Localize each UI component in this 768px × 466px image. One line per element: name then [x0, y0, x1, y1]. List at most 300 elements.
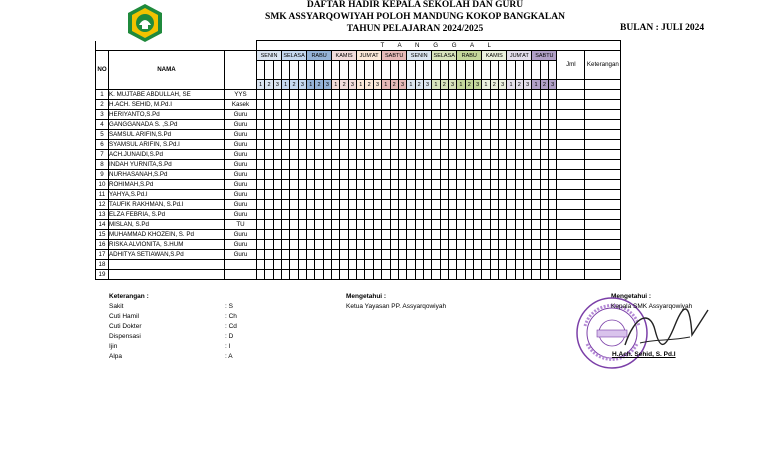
attendance-cell[interactable]: [323, 130, 331, 140]
attendance-cell[interactable]: [290, 270, 298, 280]
attendance-cell[interactable]: [290, 250, 298, 260]
attendance-cell[interactable]: [290, 130, 298, 140]
attendance-cell[interactable]: [407, 230, 415, 240]
attendance-cell[interactable]: [448, 140, 456, 150]
attendance-cell[interactable]: [257, 160, 265, 170]
attendance-cell[interactable]: [373, 260, 381, 270]
attendance-cell[interactable]: [373, 120, 381, 130]
attendance-cell[interactable]: [432, 110, 440, 120]
attendance-cell[interactable]: [549, 130, 557, 140]
attendance-cell[interactable]: [448, 260, 456, 270]
attendance-cell[interactable]: [298, 180, 306, 190]
attendance-cell[interactable]: [585, 90, 621, 100]
attendance-cell[interactable]: [440, 260, 448, 270]
attendance-cell[interactable]: [557, 230, 585, 240]
attendance-cell[interactable]: [490, 110, 498, 120]
attendance-cell[interactable]: [273, 90, 281, 100]
attendance-cell[interactable]: [348, 230, 356, 240]
attendance-cell[interactable]: [585, 260, 621, 270]
attendance-cell[interactable]: [273, 180, 281, 190]
attendance-cell[interactable]: [532, 110, 540, 120]
attendance-cell[interactable]: [340, 120, 348, 130]
attendance-cell[interactable]: [482, 210, 490, 220]
attendance-cell[interactable]: [540, 90, 548, 100]
attendance-cell[interactable]: [307, 130, 315, 140]
attendance-cell[interactable]: [407, 250, 415, 260]
attendance-cell[interactable]: [382, 150, 390, 160]
attendance-cell[interactable]: [423, 270, 431, 280]
attendance-cell[interactable]: [585, 200, 621, 210]
attendance-cell[interactable]: [323, 150, 331, 160]
attendance-cell[interactable]: [440, 220, 448, 230]
attendance-cell[interactable]: [415, 130, 423, 140]
attendance-cell[interactable]: [524, 200, 532, 210]
attendance-cell[interactable]: [298, 210, 306, 220]
attendance-cell[interactable]: [473, 220, 481, 230]
attendance-cell[interactable]: [373, 140, 381, 150]
attendance-cell[interactable]: [265, 210, 273, 220]
attendance-cell[interactable]: [340, 260, 348, 270]
attendance-cell[interactable]: [524, 230, 532, 240]
attendance-cell[interactable]: [323, 230, 331, 240]
attendance-cell[interactable]: [373, 150, 381, 160]
attendance-cell[interactable]: [415, 90, 423, 100]
attendance-cell[interactable]: [373, 100, 381, 110]
attendance-cell[interactable]: [549, 100, 557, 110]
attendance-cell[interactable]: [382, 180, 390, 190]
attendance-cell[interactable]: [498, 210, 506, 220]
attendance-cell[interactable]: [415, 110, 423, 120]
attendance-cell[interactable]: [515, 150, 523, 160]
attendance-cell[interactable]: [398, 230, 406, 240]
attendance-cell[interactable]: [448, 180, 456, 190]
attendance-cell[interactable]: [432, 90, 440, 100]
attendance-cell[interactable]: [540, 150, 548, 160]
attendance-cell[interactable]: [382, 270, 390, 280]
attendance-cell[interactable]: [332, 190, 340, 200]
attendance-cell[interactable]: [340, 130, 348, 140]
attendance-cell[interactable]: [490, 190, 498, 200]
attendance-cell[interactable]: [532, 120, 540, 130]
attendance-cell[interactable]: [440, 160, 448, 170]
attendance-cell[interactable]: [524, 240, 532, 250]
attendance-cell[interactable]: [423, 90, 431, 100]
attendance-cell[interactable]: [390, 260, 398, 270]
attendance-cell[interactable]: [585, 210, 621, 220]
attendance-cell[interactable]: [473, 130, 481, 140]
attendance-cell[interactable]: [373, 200, 381, 210]
attendance-cell[interactable]: [332, 250, 340, 260]
attendance-cell[interactable]: [323, 260, 331, 270]
attendance-cell[interactable]: [490, 150, 498, 160]
attendance-cell[interactable]: [365, 160, 373, 170]
attendance-cell[interactable]: [448, 110, 456, 120]
attendance-cell[interactable]: [549, 180, 557, 190]
attendance-cell[interactable]: [524, 220, 532, 230]
attendance-cell[interactable]: [498, 100, 506, 110]
attendance-cell[interactable]: [348, 250, 356, 260]
attendance-cell[interactable]: [432, 170, 440, 180]
attendance-cell[interactable]: [585, 120, 621, 130]
attendance-cell[interactable]: [290, 100, 298, 110]
attendance-cell[interactable]: [557, 260, 585, 270]
attendance-cell[interactable]: [398, 240, 406, 250]
attendance-cell[interactable]: [440, 130, 448, 140]
attendance-cell[interactable]: [382, 100, 390, 110]
attendance-cell[interactable]: [549, 170, 557, 180]
attendance-cell[interactable]: [457, 200, 465, 210]
attendance-cell[interactable]: [273, 120, 281, 130]
attendance-cell[interactable]: [382, 140, 390, 150]
attendance-cell[interactable]: [273, 110, 281, 120]
attendance-cell[interactable]: [423, 210, 431, 220]
attendance-cell[interactable]: [457, 150, 465, 160]
attendance-cell[interactable]: [465, 130, 473, 140]
attendance-cell[interactable]: [549, 140, 557, 150]
attendance-cell[interactable]: [265, 140, 273, 150]
attendance-cell[interactable]: [357, 270, 365, 280]
attendance-cell[interactable]: [407, 220, 415, 230]
attendance-cell[interactable]: [365, 270, 373, 280]
attendance-cell[interactable]: [473, 170, 481, 180]
attendance-cell[interactable]: [398, 150, 406, 160]
attendance-cell[interactable]: [440, 140, 448, 150]
attendance-cell[interactable]: [340, 90, 348, 100]
attendance-cell[interactable]: [290, 110, 298, 120]
attendance-cell[interactable]: [440, 270, 448, 280]
attendance-cell[interactable]: [423, 240, 431, 250]
attendance-cell[interactable]: [407, 210, 415, 220]
attendance-cell[interactable]: [473, 120, 481, 130]
attendance-cell[interactable]: [315, 90, 323, 100]
attendance-cell[interactable]: [482, 230, 490, 240]
attendance-cell[interactable]: [315, 150, 323, 160]
attendance-cell[interactable]: [490, 260, 498, 270]
attendance-cell[interactable]: [365, 200, 373, 210]
attendance-cell[interactable]: [315, 240, 323, 250]
attendance-cell[interactable]: [282, 260, 290, 270]
attendance-cell[interactable]: [298, 190, 306, 200]
attendance-cell[interactable]: [357, 140, 365, 150]
attendance-cell[interactable]: [465, 250, 473, 260]
attendance-cell[interactable]: [257, 170, 265, 180]
attendance-cell[interactable]: [524, 120, 532, 130]
attendance-cell[interactable]: [490, 270, 498, 280]
attendance-cell[interactable]: [415, 120, 423, 130]
attendance-cell[interactable]: [307, 250, 315, 260]
attendance-cell[interactable]: [323, 220, 331, 230]
attendance-cell[interactable]: [398, 130, 406, 140]
attendance-cell[interactable]: [448, 210, 456, 220]
attendance-cell[interactable]: [307, 220, 315, 230]
attendance-cell[interactable]: [407, 270, 415, 280]
attendance-cell[interactable]: [323, 240, 331, 250]
attendance-cell[interactable]: [473, 160, 481, 170]
attendance-cell[interactable]: [265, 180, 273, 190]
attendance-cell[interactable]: [365, 140, 373, 150]
attendance-cell[interactable]: [290, 260, 298, 270]
attendance-cell[interactable]: [282, 210, 290, 220]
attendance-cell[interactable]: [557, 150, 585, 160]
attendance-cell[interactable]: [307, 210, 315, 220]
attendance-cell[interactable]: [290, 180, 298, 190]
attendance-cell[interactable]: [585, 170, 621, 180]
attendance-cell[interactable]: [457, 250, 465, 260]
attendance-cell[interactable]: [323, 270, 331, 280]
attendance-cell[interactable]: [515, 110, 523, 120]
attendance-cell[interactable]: [265, 100, 273, 110]
attendance-cell[interactable]: [557, 120, 585, 130]
attendance-cell[interactable]: [340, 230, 348, 240]
attendance-cell[interactable]: [473, 250, 481, 260]
attendance-cell[interactable]: [557, 130, 585, 140]
attendance-cell[interactable]: [490, 200, 498, 210]
attendance-cell[interactable]: [423, 150, 431, 160]
attendance-cell[interactable]: [585, 240, 621, 250]
attendance-cell[interactable]: [490, 220, 498, 230]
attendance-cell[interactable]: [524, 90, 532, 100]
attendance-cell[interactable]: [357, 110, 365, 120]
attendance-cell[interactable]: [398, 220, 406, 230]
attendance-cell[interactable]: [273, 260, 281, 270]
attendance-cell[interactable]: [282, 250, 290, 260]
attendance-cell[interactable]: [373, 240, 381, 250]
attendance-cell[interactable]: [382, 210, 390, 220]
attendance-cell[interactable]: [365, 230, 373, 240]
attendance-cell[interactable]: [265, 130, 273, 140]
attendance-cell[interactable]: [585, 100, 621, 110]
attendance-cell[interactable]: [398, 120, 406, 130]
attendance-cell[interactable]: [507, 210, 515, 220]
attendance-cell[interactable]: [515, 270, 523, 280]
attendance-cell[interactable]: [390, 200, 398, 210]
attendance-cell[interactable]: [515, 220, 523, 230]
attendance-cell[interactable]: [290, 150, 298, 160]
attendance-cell[interactable]: [323, 90, 331, 100]
attendance-cell[interactable]: [549, 240, 557, 250]
attendance-cell[interactable]: [382, 240, 390, 250]
attendance-cell[interactable]: [348, 110, 356, 120]
attendance-cell[interactable]: [423, 100, 431, 110]
attendance-cell[interactable]: [432, 150, 440, 160]
attendance-cell[interactable]: [298, 130, 306, 140]
attendance-cell[interactable]: [457, 160, 465, 170]
attendance-cell[interactable]: [540, 270, 548, 280]
attendance-cell[interactable]: [473, 100, 481, 110]
attendance-cell[interactable]: [398, 100, 406, 110]
attendance-cell[interactable]: [549, 270, 557, 280]
attendance-cell[interactable]: [457, 130, 465, 140]
attendance-cell[interactable]: [323, 190, 331, 200]
attendance-cell[interactable]: [373, 110, 381, 120]
attendance-cell[interactable]: [457, 100, 465, 110]
attendance-cell[interactable]: [373, 220, 381, 230]
attendance-cell[interactable]: [282, 270, 290, 280]
attendance-cell[interactable]: [332, 210, 340, 220]
attendance-cell[interactable]: [524, 150, 532, 160]
attendance-cell[interactable]: [407, 260, 415, 270]
attendance-cell[interactable]: [465, 240, 473, 250]
attendance-cell[interactable]: [307, 240, 315, 250]
attendance-cell[interactable]: [373, 130, 381, 140]
attendance-cell[interactable]: [257, 90, 265, 100]
attendance-cell[interactable]: [540, 180, 548, 190]
attendance-cell[interactable]: [348, 240, 356, 250]
attendance-cell[interactable]: [340, 150, 348, 160]
attendance-cell[interactable]: [507, 230, 515, 240]
attendance-cell[interactable]: [282, 120, 290, 130]
attendance-cell[interactable]: [532, 200, 540, 210]
attendance-cell[interactable]: [373, 190, 381, 200]
attendance-cell[interactable]: [415, 260, 423, 270]
attendance-cell[interactable]: [432, 190, 440, 200]
attendance-cell[interactable]: [407, 100, 415, 110]
attendance-cell[interactable]: [315, 110, 323, 120]
attendance-cell[interactable]: [515, 230, 523, 240]
attendance-cell[interactable]: [473, 210, 481, 220]
attendance-cell[interactable]: [448, 160, 456, 170]
attendance-cell[interactable]: [315, 140, 323, 150]
attendance-cell[interactable]: [557, 210, 585, 220]
attendance-cell[interactable]: [315, 210, 323, 220]
attendance-cell[interactable]: [515, 90, 523, 100]
attendance-cell[interactable]: [357, 210, 365, 220]
attendance-cell[interactable]: [415, 220, 423, 230]
attendance-cell[interactable]: [273, 200, 281, 210]
attendance-cell[interactable]: [332, 220, 340, 230]
attendance-cell[interactable]: [557, 180, 585, 190]
attendance-cell[interactable]: [307, 230, 315, 240]
attendance-cell[interactable]: [340, 220, 348, 230]
attendance-cell[interactable]: [357, 120, 365, 130]
attendance-cell[interactable]: [532, 210, 540, 220]
attendance-cell[interactable]: [532, 260, 540, 270]
attendance-cell[interactable]: [390, 210, 398, 220]
attendance-cell[interactable]: [540, 230, 548, 240]
attendance-cell[interactable]: [315, 220, 323, 230]
attendance-cell[interactable]: [490, 180, 498, 190]
attendance-cell[interactable]: [257, 110, 265, 120]
attendance-cell[interactable]: [515, 240, 523, 250]
attendance-cell[interactable]: [415, 210, 423, 220]
attendance-cell[interactable]: [415, 160, 423, 170]
attendance-cell[interactable]: [515, 200, 523, 210]
attendance-cell[interactable]: [398, 140, 406, 150]
attendance-cell[interactable]: [557, 100, 585, 110]
attendance-cell[interactable]: [482, 170, 490, 180]
attendance-cell[interactable]: [498, 230, 506, 240]
attendance-cell[interactable]: [298, 90, 306, 100]
attendance-cell[interactable]: [357, 230, 365, 240]
attendance-cell[interactable]: [473, 140, 481, 150]
attendance-cell[interactable]: [473, 190, 481, 200]
attendance-cell[interactable]: [465, 160, 473, 170]
attendance-cell[interactable]: [315, 250, 323, 260]
attendance-cell[interactable]: [498, 170, 506, 180]
attendance-cell[interactable]: [432, 260, 440, 270]
attendance-cell[interactable]: [524, 210, 532, 220]
attendance-cell[interactable]: [557, 190, 585, 200]
attendance-cell[interactable]: [257, 190, 265, 200]
attendance-cell[interactable]: [507, 270, 515, 280]
attendance-cell[interactable]: [585, 130, 621, 140]
attendance-cell[interactable]: [323, 250, 331, 260]
attendance-cell[interactable]: [415, 170, 423, 180]
attendance-cell[interactable]: [490, 160, 498, 170]
attendance-cell[interactable]: [398, 210, 406, 220]
attendance-cell[interactable]: [373, 90, 381, 100]
attendance-cell[interactable]: [473, 240, 481, 250]
attendance-cell[interactable]: [465, 180, 473, 190]
attendance-cell[interactable]: [282, 160, 290, 170]
attendance-cell[interactable]: [390, 220, 398, 230]
attendance-cell[interactable]: [382, 250, 390, 260]
attendance-cell[interactable]: [365, 240, 373, 250]
attendance-cell[interactable]: [298, 120, 306, 130]
attendance-cell[interactable]: [382, 110, 390, 120]
attendance-cell[interactable]: [340, 240, 348, 250]
attendance-cell[interactable]: [448, 200, 456, 210]
attendance-cell[interactable]: [307, 140, 315, 150]
attendance-cell[interactable]: [365, 110, 373, 120]
attendance-cell[interactable]: [540, 200, 548, 210]
attendance-cell[interactable]: [507, 160, 515, 170]
attendance-cell[interactable]: [273, 140, 281, 150]
attendance-cell[interactable]: [398, 180, 406, 190]
attendance-cell[interactable]: [315, 160, 323, 170]
attendance-cell[interactable]: [307, 150, 315, 160]
attendance-cell[interactable]: [585, 190, 621, 200]
attendance-cell[interactable]: [457, 190, 465, 200]
attendance-cell[interactable]: [423, 260, 431, 270]
attendance-cell[interactable]: [490, 140, 498, 150]
attendance-cell[interactable]: [382, 120, 390, 130]
attendance-cell[interactable]: [340, 170, 348, 180]
attendance-cell[interactable]: [348, 100, 356, 110]
attendance-cell[interactable]: [265, 270, 273, 280]
attendance-cell[interactable]: [348, 270, 356, 280]
attendance-cell[interactable]: [390, 230, 398, 240]
attendance-cell[interactable]: [482, 120, 490, 130]
attendance-cell[interactable]: [540, 260, 548, 270]
attendance-cell[interactable]: [482, 220, 490, 230]
attendance-cell[interactable]: [290, 90, 298, 100]
attendance-cell[interactable]: [440, 150, 448, 160]
attendance-cell[interactable]: [282, 230, 290, 240]
attendance-cell[interactable]: [465, 260, 473, 270]
attendance-cell[interactable]: [382, 230, 390, 240]
attendance-cell[interactable]: [290, 200, 298, 210]
attendance-cell[interactable]: [440, 210, 448, 220]
attendance-cell[interactable]: [540, 250, 548, 260]
attendance-cell[interactable]: [457, 230, 465, 240]
attendance-cell[interactable]: [298, 230, 306, 240]
attendance-cell[interactable]: [365, 130, 373, 140]
attendance-cell[interactable]: [432, 240, 440, 250]
attendance-cell[interactable]: [265, 240, 273, 250]
attendance-cell[interactable]: [524, 170, 532, 180]
attendance-cell[interactable]: [465, 90, 473, 100]
attendance-cell[interactable]: [282, 130, 290, 140]
attendance-cell[interactable]: [390, 270, 398, 280]
attendance-cell[interactable]: [307, 180, 315, 190]
attendance-cell[interactable]: [423, 170, 431, 180]
attendance-cell[interactable]: [448, 240, 456, 250]
attendance-cell[interactable]: [440, 110, 448, 120]
attendance-cell[interactable]: [407, 190, 415, 200]
attendance-cell[interactable]: [290, 140, 298, 150]
attendance-cell[interactable]: [390, 100, 398, 110]
